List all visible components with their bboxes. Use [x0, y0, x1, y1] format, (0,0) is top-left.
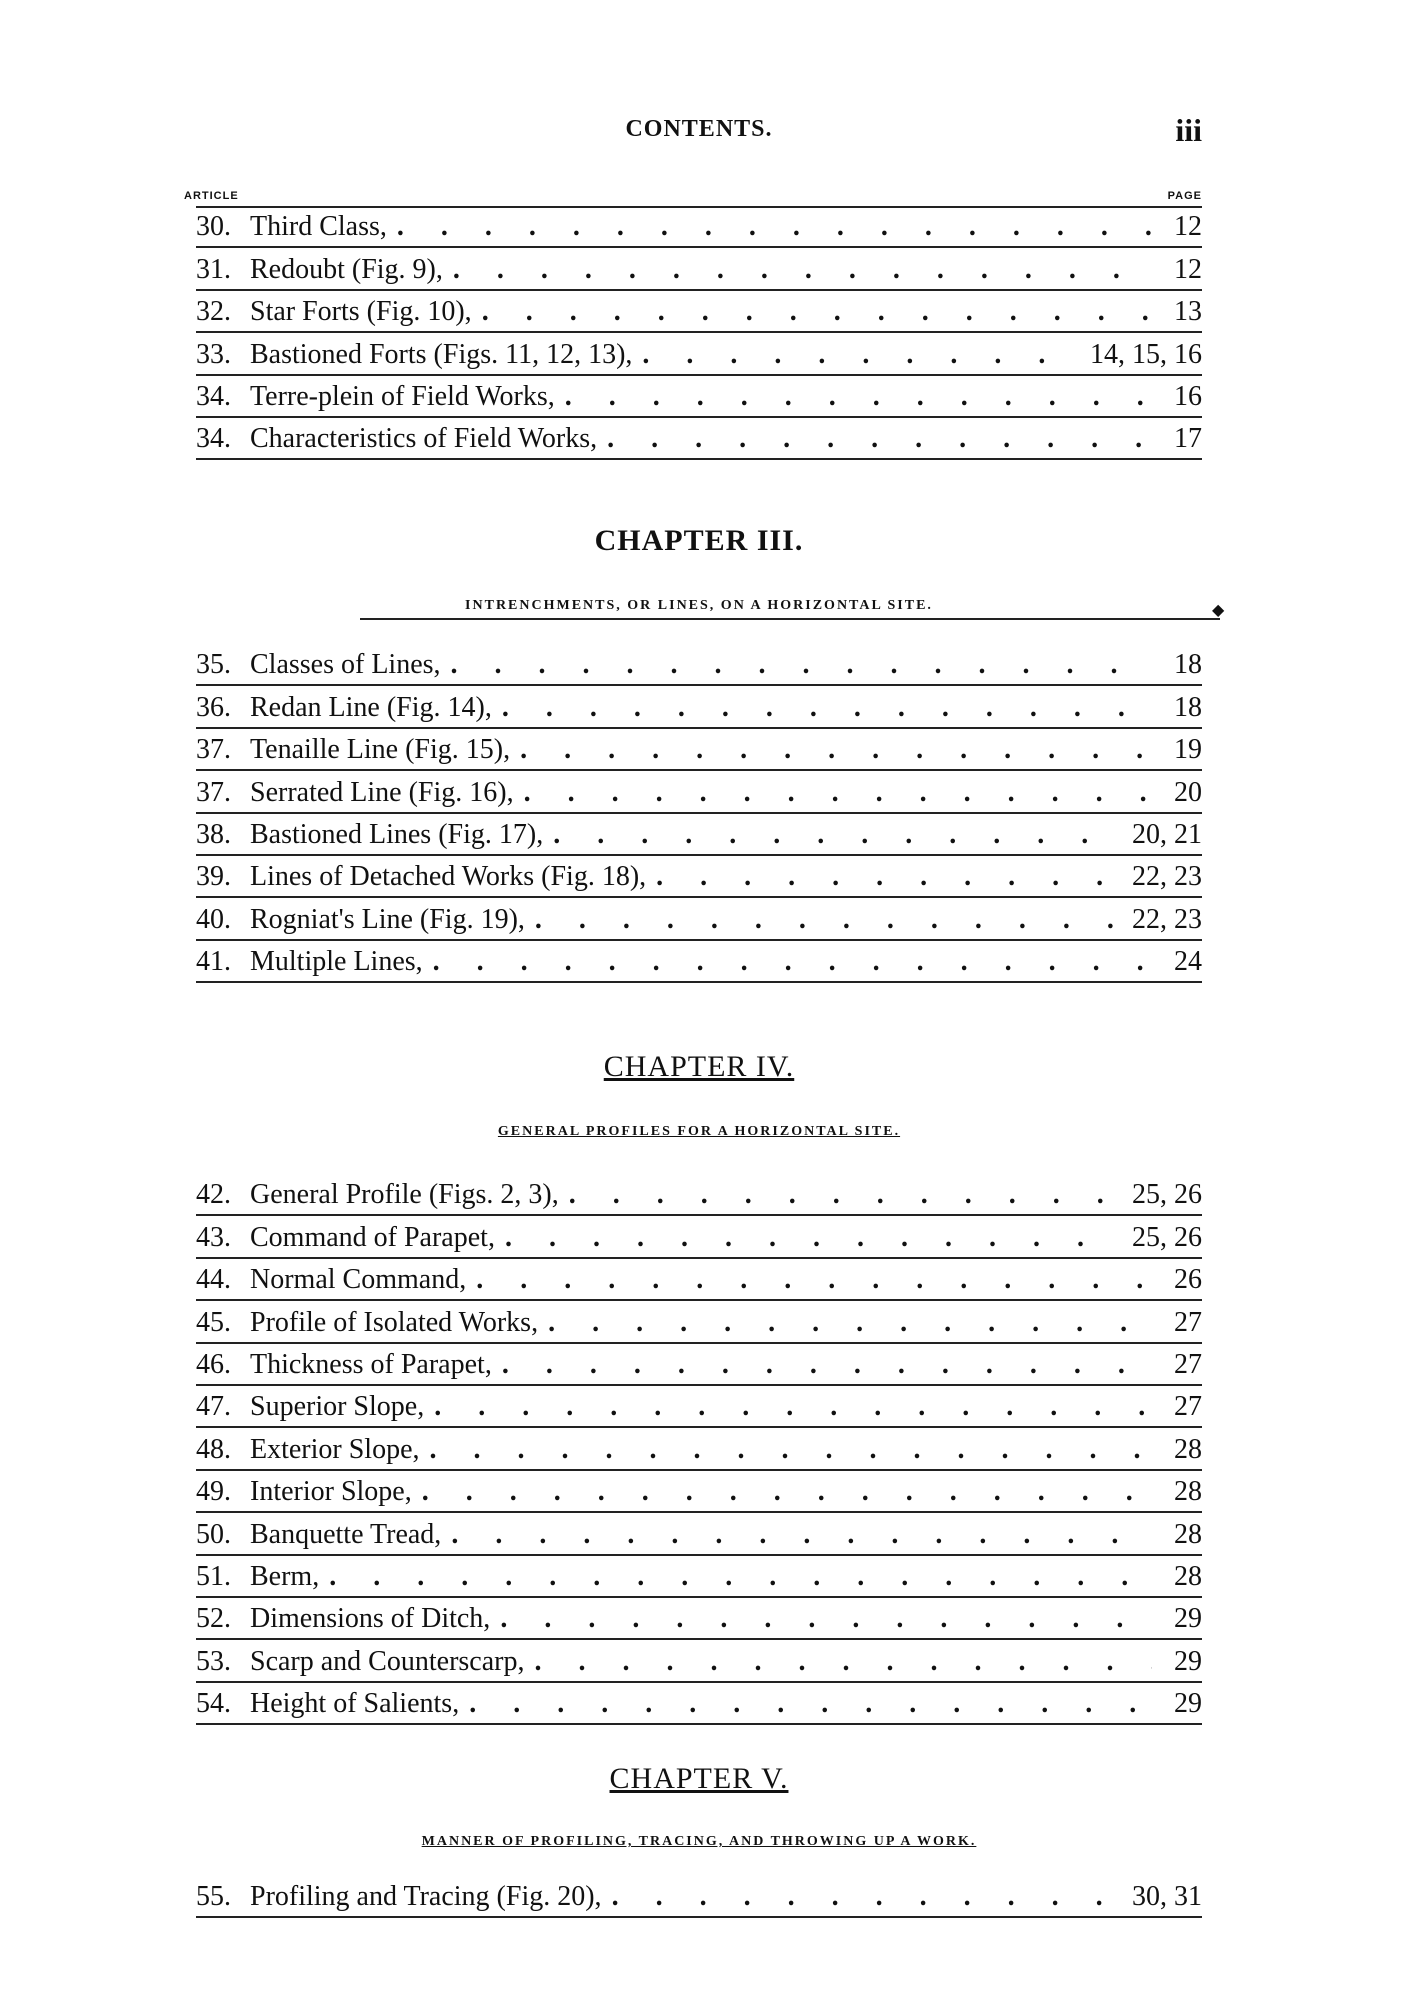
- dot-leader: [434, 1391, 1152, 1423]
- entry-page: 19: [1174, 734, 1202, 766]
- entry-number: 35.: [196, 649, 231, 681]
- chapter-5-heading-text: CHAPTER V.: [609, 1762, 789, 1795]
- toc-entry[interactable]: [196, 248, 1202, 290]
- entry-number: 51.: [196, 1560, 231, 1592]
- entry-title: Superior Slope,: [250, 1391, 425, 1423]
- dot-leader: [535, 904, 1122, 936]
- entry-title: Tenaille Line (Fig. 15),: [250, 734, 511, 766]
- toc-entry[interactable]: [196, 941, 1202, 983]
- entry-number: 42.: [196, 1179, 231, 1211]
- entry-number: 43.: [196, 1221, 231, 1253]
- toc-entry[interactable]: [196, 814, 1202, 856]
- dot-leader: [329, 1561, 1152, 1593]
- entry-page: 12: [1174, 211, 1202, 243]
- dot-leader: [453, 254, 1152, 286]
- dot-leader: [433, 946, 1152, 978]
- toc-entry[interactable]: [196, 376, 1202, 418]
- dot-leader: [520, 734, 1152, 766]
- toc-entry[interactable]: [196, 206, 1202, 248]
- toc-entry[interactable]: [196, 291, 1202, 333]
- dot-leader: [569, 1179, 1122, 1211]
- entry-number: 47.: [196, 1391, 231, 1423]
- entry-number: 30.: [196, 211, 231, 243]
- entry-number: 46.: [196, 1348, 231, 1380]
- entry-number: 37.: [196, 734, 231, 766]
- toc-entry[interactable]: [196, 333, 1202, 375]
- entry-number: 34.: [196, 423, 231, 455]
- dot-leader: [612, 1881, 1122, 1913]
- entry-number: 54.: [196, 1688, 231, 1720]
- dot-leader: [430, 1434, 1152, 1466]
- entry-title: Terre-plein of Field Works,: [250, 380, 555, 412]
- entry-title: Dimensions of Ditch,: [250, 1603, 491, 1635]
- entry-page: 28: [1174, 1560, 1202, 1592]
- toc-entry[interactable]: [196, 1640, 1202, 1682]
- toc-entry[interactable]: [196, 1471, 1202, 1513]
- entry-page: 27: [1174, 1306, 1202, 1338]
- dot-leader: [422, 1476, 1152, 1508]
- entry-number: 44.: [196, 1264, 231, 1296]
- toc-entry[interactable]: [196, 856, 1202, 898]
- entry-title: Scarp and Counterscarp,: [250, 1645, 525, 1677]
- entry-number: 38.: [196, 818, 231, 850]
- chapter-4-heading: [196, 1050, 1202, 1084]
- entry-page: 29: [1174, 1688, 1202, 1720]
- toc-entry[interactable]: [196, 898, 1202, 940]
- entry-page: 17: [1174, 423, 1202, 455]
- entry-number: 37.: [196, 776, 231, 808]
- entry-title: Rogniat's Line (Fig. 19),: [250, 903, 525, 935]
- entry-number: 49.: [196, 1476, 231, 1508]
- entry-page: 13: [1174, 296, 1202, 328]
- entry-title: Height of Salients,: [250, 1688, 460, 1720]
- entry-page: 16: [1174, 380, 1202, 412]
- chapter-5-subtitle: [196, 1834, 1202, 1850]
- entry-page: 26: [1174, 1264, 1202, 1296]
- dot-leader: [397, 211, 1152, 243]
- chapter-4-subtitle-text: GENERAL PROFILES FOR A HORIZONTAL SITE.: [497, 1124, 901, 1139]
- entry-page: 28: [1174, 1518, 1202, 1550]
- entry-number: 36.: [196, 691, 231, 723]
- dot-leader: [502, 692, 1152, 724]
- entries-chapter-3: [196, 644, 1202, 983]
- toc-entry[interactable]: [196, 1174, 1202, 1216]
- dot-leader: [451, 1519, 1152, 1551]
- toc-entry[interactable]: [196, 1428, 1202, 1470]
- dot-leader: [656, 861, 1122, 893]
- entry-page: 29: [1174, 1645, 1202, 1677]
- entry-number: 40.: [196, 903, 231, 935]
- chapter-3-rule: [360, 618, 1220, 620]
- entries-chapter-5: [196, 1876, 1202, 1918]
- entry-title: Interior Slope,: [250, 1476, 412, 1508]
- toc-entry[interactable]: [196, 1216, 1202, 1258]
- entry-page: 12: [1174, 253, 1202, 285]
- dot-leader: [565, 381, 1152, 413]
- entry-title: Star Forts (Fig. 10),: [250, 296, 472, 328]
- entry-number: 31.: [196, 253, 231, 285]
- entry-page: 24: [1174, 946, 1202, 978]
- toc-entry[interactable]: [196, 1683, 1202, 1725]
- entry-title: Berm,: [250, 1560, 320, 1592]
- toc-entry[interactable]: [196, 771, 1202, 813]
- toc-entry[interactable]: [196, 1344, 1202, 1386]
- entry-title: Profile of Isolated Works,: [250, 1306, 539, 1338]
- entry-title: Profiling and Tracing (Fig. 20),: [250, 1881, 602, 1913]
- toc-entry[interactable]: [196, 1301, 1202, 1343]
- dot-leader: [500, 1603, 1152, 1635]
- entry-page: 25, 26: [1132, 1221, 1202, 1253]
- toc-entry[interactable]: [196, 1598, 1202, 1640]
- toc-entry[interactable]: [196, 1259, 1202, 1301]
- chapter-4-heading-text: CHAPTER IV.: [603, 1050, 795, 1083]
- entry-page: 18: [1174, 649, 1202, 681]
- entry-title: Classes of Lines,: [250, 649, 441, 681]
- dot-leader: [451, 649, 1152, 681]
- toc-entry[interactable]: [196, 729, 1202, 771]
- page-column-label: PAGE: [1167, 190, 1202, 202]
- entry-number: 55.: [196, 1881, 231, 1913]
- running-head: [196, 112, 1202, 152]
- entry-page: 22, 23: [1132, 903, 1202, 935]
- entry-page: 28: [1174, 1476, 1202, 1508]
- entry-title: Redan Line (Fig. 14),: [250, 691, 492, 723]
- entry-number: 48.: [196, 1433, 231, 1465]
- entry-title: Lines of Detached Works (Fig. 18),: [250, 861, 647, 893]
- entry-number: 33.: [196, 338, 231, 370]
- entries-chapter-2-continued: [196, 206, 1202, 460]
- toc-entry[interactable]: [196, 1876, 1202, 1918]
- chapter-3-subtitle: [196, 598, 1202, 614]
- toc-entry[interactable]: [196, 1386, 1202, 1428]
- dot-leader: [607, 423, 1152, 455]
- entries-chapter-4: [196, 1174, 1202, 1725]
- entry-page: 20, 21: [1132, 818, 1202, 850]
- entry-number: 32.: [196, 296, 231, 328]
- entry-title: Exterior Slope,: [250, 1433, 420, 1465]
- chapter-5-heading: [196, 1762, 1202, 1796]
- entry-title: General Profile (Figs. 2, 3),: [250, 1179, 559, 1211]
- entry-number: 39.: [196, 861, 231, 893]
- chapter-3-heading: CHAPTER III.: [594, 524, 804, 557]
- entry-page: 20: [1174, 776, 1202, 808]
- toc-entry[interactable]: [196, 644, 1202, 686]
- toc-entry[interactable]: [196, 686, 1202, 728]
- entry-number: 45.: [196, 1306, 231, 1338]
- chapter-3-subtitle-text: INTRENCHMENTS, OR LINES, ON A HORIZONTAL SITE.: [465, 598, 933, 613]
- entry-page: 18: [1174, 691, 1202, 723]
- entry-title: Command of Parapet,: [250, 1221, 495, 1253]
- toc-entry[interactable]: [196, 1556, 1202, 1598]
- entry-title: Characteristics of Field Works,: [250, 423, 598, 455]
- entry-page: 27: [1174, 1348, 1202, 1380]
- dot-leader: [548, 1307, 1152, 1339]
- entry-title: Redoubt (Fig. 9),: [250, 253, 443, 285]
- dot-leader: [553, 819, 1122, 851]
- entry-number: 52.: [196, 1603, 231, 1635]
- page-number: iii: [1175, 112, 1202, 148]
- dot-leader: [476, 1264, 1152, 1296]
- entry-title: Thickness of Parapet,: [250, 1348, 492, 1380]
- toc-entry[interactable]: [196, 1513, 1202, 1555]
- dot-leader: [524, 777, 1152, 809]
- entry-title: Bastioned Lines (Fig. 17),: [250, 818, 544, 850]
- entry-title: Multiple Lines,: [250, 946, 423, 978]
- dot-leader: [482, 296, 1152, 328]
- entry-number: 41.: [196, 946, 231, 978]
- dot-leader: [505, 1222, 1122, 1254]
- article-column-label: ARTICLE: [184, 190, 239, 202]
- entry-page: 28: [1174, 1433, 1202, 1465]
- entry-number: 34.: [196, 380, 231, 412]
- entry-title: Serrated Line (Fig. 16),: [250, 776, 514, 808]
- dot-leader: [534, 1646, 1152, 1678]
- entry-page: 27: [1174, 1391, 1202, 1423]
- diamond-icon: ◆: [1212, 600, 1225, 619]
- running-title: CONTENTS.: [625, 116, 773, 142]
- chapter-4-subtitle: [196, 1124, 1202, 1140]
- entry-page: 14, 15, 16: [1090, 338, 1202, 370]
- dot-leader: [469, 1688, 1152, 1720]
- entry-page: 30, 31: [1132, 1881, 1202, 1913]
- entry-page: 29: [1174, 1603, 1202, 1635]
- dot-leader: [642, 339, 1080, 371]
- entry-title: Banquette Tread,: [250, 1518, 442, 1550]
- entry-number: 53.: [196, 1645, 231, 1677]
- entry-title: Normal Command,: [250, 1264, 467, 1296]
- entry-page: 25, 26: [1132, 1179, 1202, 1211]
- entry-title: Third Class,: [250, 211, 387, 243]
- toc-entry[interactable]: [196, 418, 1202, 460]
- entry-page: 22, 23: [1132, 861, 1202, 893]
- entry-number: 50.: [196, 1518, 231, 1550]
- dot-leader: [502, 1349, 1152, 1381]
- chapter-5-subtitle-text: MANNER OF PROFILING, TRACING, AND THROWING UP A WORK.: [421, 1834, 977, 1849]
- entry-title: Bastioned Forts (Figs. 11, 12, 13),: [250, 338, 633, 370]
